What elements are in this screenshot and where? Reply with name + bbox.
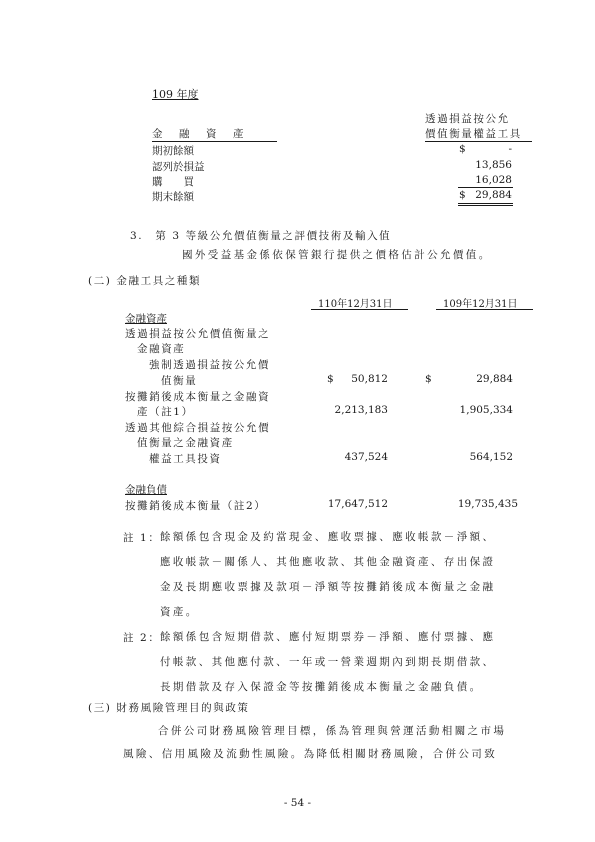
- note2-text: [160, 625, 495, 700]
- equity-value-110: 437,524: [344, 451, 388, 463]
- value-opening: -: [508, 143, 512, 155]
- liabilities-value-109: 19,735,435: [457, 498, 518, 510]
- liabilities-value-110: 17,647,512: [327, 498, 388, 510]
- subtotal-rule: [458, 187, 513, 188]
- section-two-title: (二) 金融工具之種類: [88, 275, 202, 287]
- currency-symbol: $: [327, 373, 334, 385]
- row-label-recognized: 認列於損益: [152, 161, 205, 173]
- item3-body: 國外受益基金係依保管銀行提供之價格估計公允價值。: [182, 249, 492, 261]
- note1-line: 金及長期應收票據及款項－淨額等按攤銷後成本衡量之金融: [160, 581, 496, 593]
- amortized-label-line1: 按攤銷後成本衡量之金融資: [125, 391, 271, 403]
- note1-line: 資產。: [160, 606, 199, 618]
- liabilities-header: 金融負債: [125, 484, 167, 496]
- mandatory-value-109: 29,884: [476, 373, 513, 385]
- item3-title: 3. 第 3 等級公允價值衡量之評價技術及輸入值: [130, 230, 392, 242]
- fvtpl-label-line1: 透過損益按公允價值衡量之: [125, 328, 271, 340]
- currency-symbol: $: [459, 189, 466, 201]
- liabilities-label: 按攤銷後成本衡量（註2）: [125, 500, 267, 512]
- amortized-value-110: 2,213,183: [334, 404, 388, 416]
- value-closing: 29,884: [475, 189, 512, 201]
- note1-label: 註 1：: [123, 532, 161, 544]
- column-header-underline: [425, 141, 532, 142]
- note2-line: 長期借款及存入保證金等按攤銷後成本衡量之金融負債。: [160, 681, 483, 693]
- fvtpl-label-line2: 金融資產: [137, 343, 186, 355]
- row-label-opening: 期初餘額: [152, 145, 194, 157]
- total-double-underline: [458, 191, 513, 206]
- currency-symbol: $: [459, 143, 466, 155]
- mandatory-label-line2: 值衡量: [161, 375, 198, 387]
- note2-line: 付帳款、其他應付款、一年或一營業週期內到期長期借款、: [160, 656, 496, 668]
- note1-line: 餘額係包含現金及約當現金、應收票據、應收帳款－淨額、: [160, 531, 496, 543]
- col-header-110-rule: [311, 309, 408, 310]
- note2-line: 餘額係包含短期借款、應付短期票券－淨額、應付票據、應: [160, 631, 496, 643]
- note2-label: 註 2：: [123, 632, 161, 644]
- fvoci-label-line2: 值衡量之金融資產: [137, 437, 234, 449]
- col-header-109: 109年12月31日: [443, 299, 518, 310]
- column-header-line1: 透過損益按公允: [425, 113, 510, 125]
- column-header-line2: 價值衡量權益工具: [425, 128, 522, 140]
- section-three-title: (三) 財務風險管理目的與政策: [88, 702, 250, 714]
- currency-symbol: $: [425, 373, 432, 385]
- amortized-label-line2: 產（註1）: [137, 406, 194, 418]
- row-label-closing: 期末餘額: [152, 191, 194, 203]
- amortized-value-109: 1,905,334: [459, 404, 513, 416]
- note1-text: [160, 525, 495, 625]
- value-recognized: 13,856: [475, 159, 512, 171]
- fvoci-label-line1: 透過其他綜合損益按公允價: [125, 422, 271, 434]
- col-header-109-rule: [436, 309, 533, 310]
- mandatory-label-line1: 強制透過損益按公允價: [149, 359, 270, 371]
- assets-header: 金融資產: [125, 313, 167, 325]
- section-three-line1: 合併公司財務風險管理目標，係為管理與營運活動相關之市場: [158, 725, 507, 737]
- value-purchases: 16,028: [475, 174, 512, 186]
- note1-line: 應收帳款－關係人、其他應收款、其他金融資產、存出保證: [160, 556, 496, 568]
- mandatory-value-110: 50,812: [351, 373, 388, 385]
- page-number: - 54 -: [283, 797, 312, 809]
- equity-label: 權益工具投資: [149, 453, 222, 465]
- col-header-110: 110年12月31日: [318, 299, 393, 310]
- row-header-underline: [152, 141, 277, 142]
- section-three-line2: 風險、信用風險及流動性風險。為降低相關財務風險，合併公司致: [123, 748, 498, 760]
- row-label-purchases: 購 買: [152, 176, 194, 188]
- year-title: 109 年度: [152, 88, 199, 101]
- row-header: 金 融 資 產: [152, 128, 247, 140]
- equity-value-109: 564,152: [469, 451, 513, 463]
